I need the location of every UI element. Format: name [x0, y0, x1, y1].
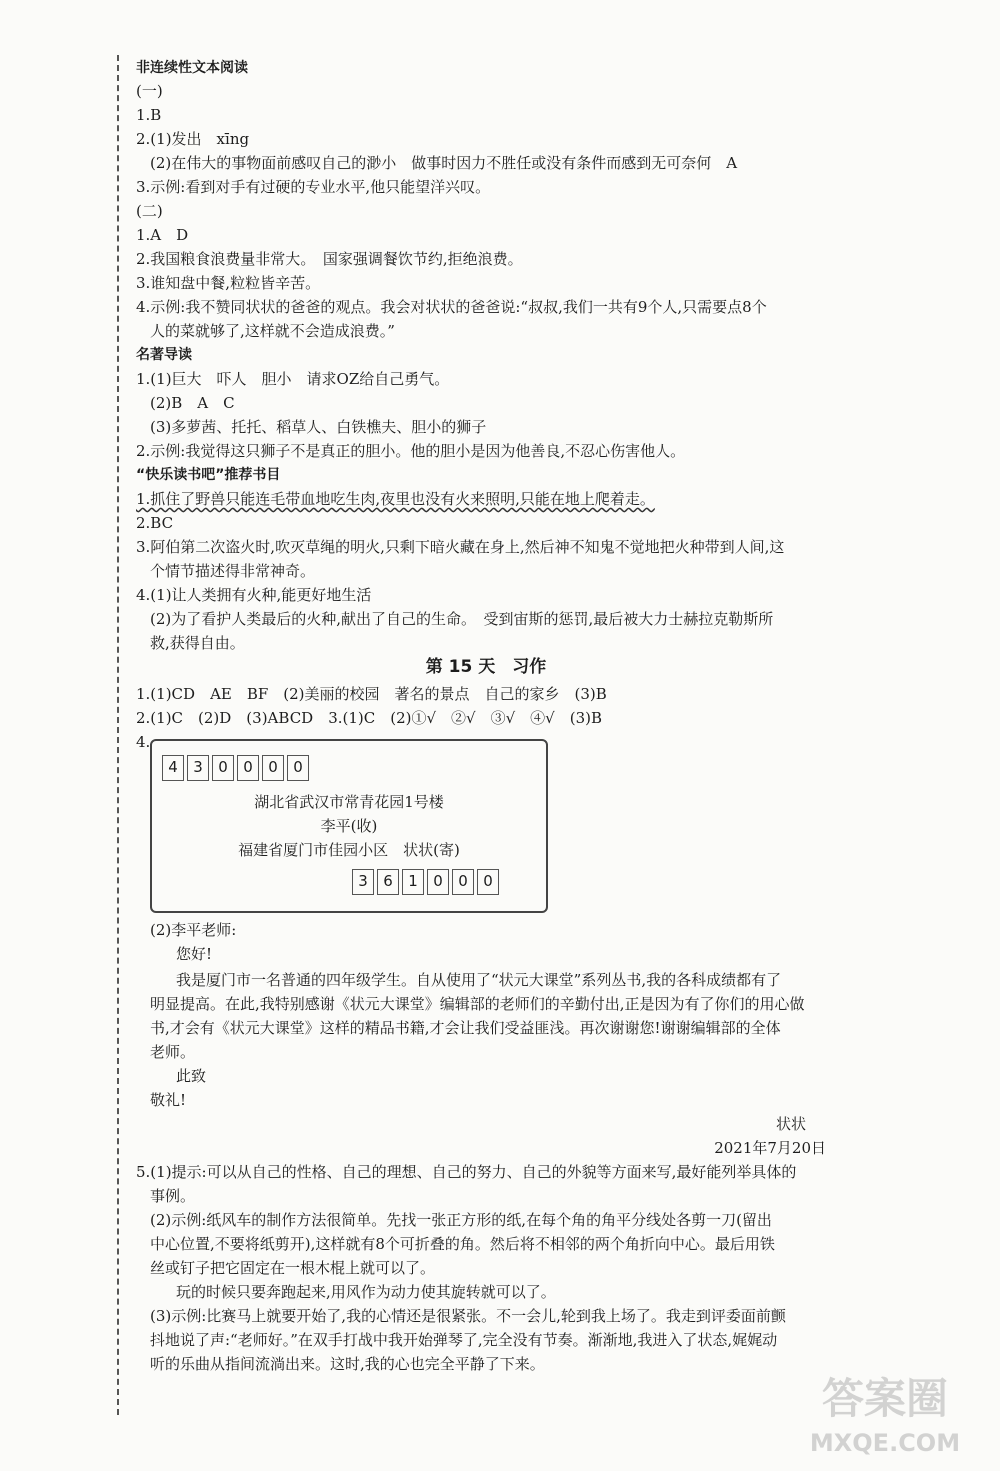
answer-line: 2.示例:我觉得这只狮子不是真正的胆小。他的胆小是因为他善良,不忍心伤害他人。	[136, 442, 686, 460]
watermark-graphic	[790, 1363, 980, 1463]
answer-line: 1.B	[136, 106, 162, 124]
recipient-name: 李平(收)	[320, 817, 378, 835]
letter-greeting: 您好!	[176, 945, 213, 963]
question-number: 4.	[136, 733, 151, 751]
postcode-digit: 0	[237, 755, 259, 781]
letter-body-line: 我是厦门市一名普通的四年级学生。自从使用了“状元大课堂”系列丛书,我的各科成绩都有了	[176, 971, 782, 989]
recipient-address: 湖北省武汉市常青花园1号楼	[254, 793, 444, 811]
envelope-diagram	[150, 739, 548, 913]
letter-body-line: 老师。	[150, 1043, 196, 1061]
answer-line: (2)示例:纸风车的制作方法很简单。先找一张正方形的纸,在每个角的角平分线处各剪一刀(留出	[150, 1211, 772, 1229]
letter-body-line: 明显提高。在此,我特别感谢《状元大课堂》编辑部的老师们的辛勤付出,正是因为有了你们的用心做	[150, 995, 805, 1013]
binding-margin-line	[117, 55, 119, 1415]
postcode-digit: 0	[427, 869, 449, 895]
answer-line: 2.(1)发出 xīng	[136, 130, 250, 148]
postcode-digit: 0	[287, 755, 309, 781]
answer-line: 2.BC	[136, 514, 174, 532]
letter-closing: 此致	[176, 1067, 207, 1085]
part-label: (二)	[136, 202, 163, 220]
answer-line: 抖地说了声:“老师好。”在双手打战中我开始弹琴了,完全没有节奏。渐渐地,我进入了状态,娓娓动	[150, 1331, 778, 1349]
section-heading-nonlinear: 非连续性文本阅读	[136, 60, 248, 76]
letter-date: 2021年7月20日	[714, 1139, 826, 1157]
postcode-digit: 0	[452, 869, 474, 895]
answer-line: 3.示例:看到对手有过硬的专业水平,他只能望洋兴叹。	[136, 178, 491, 196]
answer-line: 4.示例:我不赞同状状的爸爸的观点。我会对状状的爸爸说:“叔叔,我们一共有9个人,只需要点8个	[136, 298, 767, 316]
answer-line: (3)多萝茜、托托、稻草人、白铁樵夫、胆小的狮子	[150, 418, 487, 436]
answer-line: 1.(1)巨大 吓人 胆小 请求OZ给自己勇气。	[136, 370, 450, 388]
answer-line: 玩的时候只要奔跑起来,用风作为动力使其旋转就可以了。	[176, 1283, 556, 1301]
answer-line: (3)示例:比赛马上就要开始了,我的心情还是很紧张。不一会儿,轮到我上场了。我走到评委面前颤	[150, 1307, 786, 1325]
letter-body-line: 书,才会有《状元大课堂》这样的精品书籍,才会让我们受益匪浅。再次谢谢您!谢谢编辑部的全体	[150, 1019, 781, 1037]
day-section-title: 第 15 天 习作	[425, 657, 547, 677]
answer-line: 2.(1)C (2)D (3)ABCD 3.(1)C (2)①√ ②√ ③√ ④√ (3)B	[136, 709, 602, 727]
answer-line-underlined: 1.抓住了野兽只能连毛带血地吃生肉,夜里也没有火来照明,只能在地上爬着走。	[136, 490, 655, 508]
answer-line: 事例。	[150, 1187, 196, 1205]
section-heading-classics: 名著导读	[136, 347, 192, 363]
letter-signature: 状状	[775, 1115, 806, 1133]
postcode-digit: 0	[477, 869, 499, 895]
answer-line: 中心位置,不要将纸剪开),这样就有8个可折叠的角。然后将不相邻的两个角折向中心。最后用铁	[150, 1235, 775, 1253]
watermark-bottom-text: MXQE.COM	[809, 1429, 961, 1457]
answer-line: 丝或钉子把它固定在一根木棍上就可以了。	[150, 1259, 436, 1277]
answer-line: 听的乐曲从指间流淌出来。这时,我的心也完全平静了下来。	[150, 1355, 545, 1373]
answer-line: 1.(1)CD AE BF (2)美丽的校园 著名的景点 自己的家乡 (3)B	[136, 685, 607, 703]
answer-line: 4.(1)让人类拥有火种,能更好地生活	[136, 586, 372, 604]
answer-line: (2)在伟大的事物面前感叹自己的渺小 做事时因力不胜任或没有条件而感到无可奈何 A	[150, 154, 738, 172]
answer-line: 3.阿伯第二次盗火时,吹灭草绳的明火,只剩下暗火藏在身上,然后神不知鬼不觉地把火种带到人间,这	[136, 538, 785, 556]
postcode-digit: 4	[162, 755, 184, 781]
recipient-postcode	[162, 755, 309, 781]
postcode-digit: 1	[402, 869, 424, 895]
part-label: (一)	[136, 82, 163, 100]
answer-line: 人的菜就够了,这样就不会造成浪费。”	[150, 322, 395, 340]
sender-postcode	[352, 869, 499, 895]
postcode-digit: 0	[262, 755, 284, 781]
watermark-logo	[790, 1363, 980, 1463]
section-heading-reading-list: “快乐读书吧”推荐书目	[136, 467, 281, 483]
sender-address: 福建省厦门市佳园小区 状状(寄)	[238, 841, 460, 859]
answer-line: (2)B A C	[150, 394, 235, 412]
postcode-digit: 3	[187, 755, 209, 781]
answer-line: 1.A D	[136, 226, 189, 244]
postcode-digit: 3	[352, 869, 374, 895]
postcode-digit: 6	[377, 869, 399, 895]
letter-salutation: (2)李平老师:	[150, 921, 237, 939]
answer-line: 3.谁知盘中餐,粒粒皆辛苦。	[136, 274, 321, 292]
letter-closing: 敬礼!	[150, 1091, 187, 1109]
watermark-top-text: 答案圈	[821, 1374, 949, 1423]
answer-line: 救,获得自由。	[150, 634, 245, 652]
postcode-digit: 0	[212, 755, 234, 781]
answer-line: (2)为了看护人类最后的火种,献出了自己的生命。 受到宙斯的惩罚,最后被大力士赫拉克勒斯所	[150, 610, 774, 628]
answer-line: 5.(1)提示:可以从自己的性格、自己的理想、自己的努力、自己的外貌等方面来写,最好能列举具体的	[136, 1163, 797, 1181]
answer-line: 个情节描述得非常神奇。	[150, 562, 316, 580]
answer-line: 2.我国粮食浪费量非常大。 国家强调餐饮节约,拒绝浪费。	[136, 250, 523, 268]
